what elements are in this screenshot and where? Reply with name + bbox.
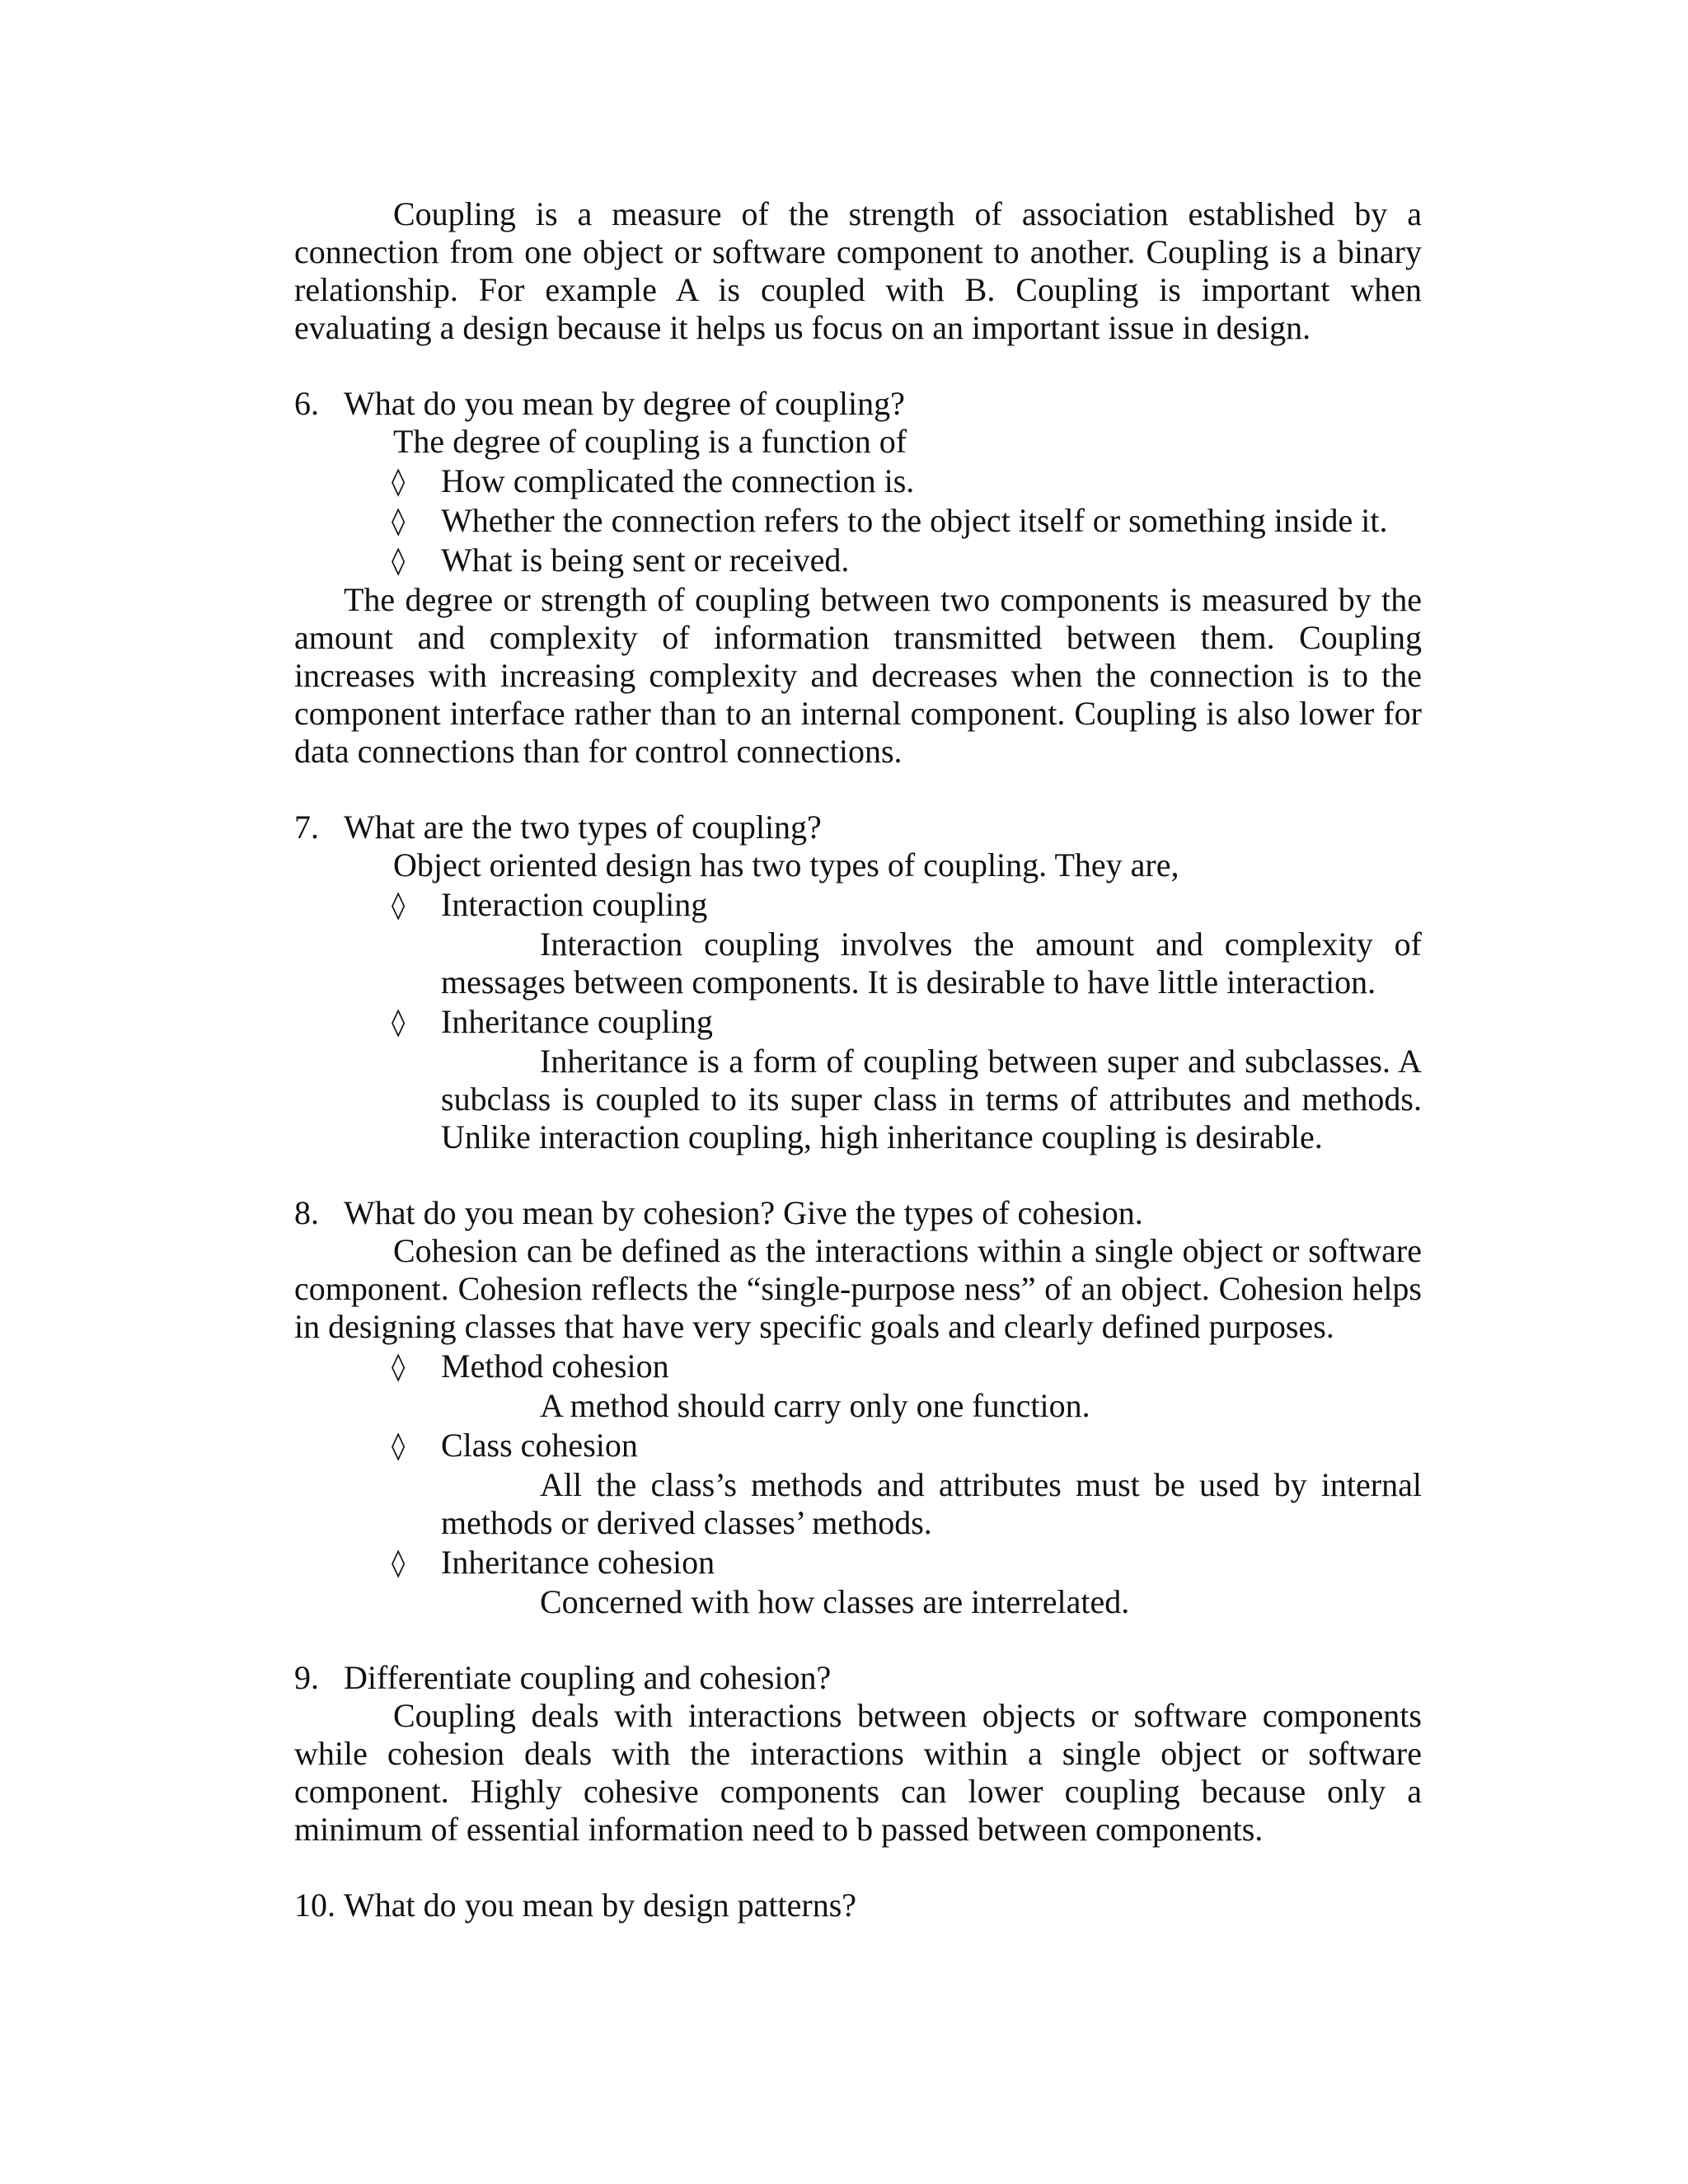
question-10 — [294, 1886, 1422, 1924]
bullet-description: Interaction coupling involves the amount and complexity of messages between components. It is desirable to have little interaction. — [441, 926, 1422, 1001]
diamond-bullet-icon: ◊ — [392, 888, 406, 921]
question-9 — [294, 1659, 1422, 1697]
q7-bullet — [392, 1003, 1422, 1041]
question-text: What do you mean by design patterns? — [344, 1886, 857, 1924]
diamond-bullet-icon: ◊ — [392, 544, 406, 576]
diamond-bullet-icon: ◊ — [392, 504, 406, 537]
document-page — [294, 195, 1422, 1924]
question-number: 10. — [294, 1886, 335, 1924]
q7-lead: Object oriented design has two types of coupling. They are, — [393, 846, 1179, 883]
question-number: 9. — [294, 1659, 319, 1696]
bullet-text: How complicated the connection is. — [441, 462, 915, 499]
bullet-label: Method cohesion — [441, 1347, 669, 1385]
q8-bullet — [392, 1544, 1422, 1582]
question-number: 8. — [294, 1194, 319, 1231]
question-text: What do you mean by cohesion? Give the types of cohesion. — [344, 1194, 1143, 1231]
q9-paragraph: Coupling deals with interactions between objects or software components while cohesion deals with the interactions within a single object or software component. Highly cohesive components can lower coupling because only a minimum of essential information need to b passed between components. — [294, 1697, 1422, 1848]
question-6 — [294, 385, 1422, 423]
bullet-label: Inheritance cohesion — [441, 1544, 715, 1581]
question-number: 6. — [294, 385, 319, 422]
question-number: 7. — [294, 808, 319, 846]
diamond-bullet-icon: ◊ — [392, 465, 406, 497]
bullet-label: Inheritance coupling — [441, 1003, 713, 1040]
question-7 — [294, 808, 1422, 846]
spacer — [294, 771, 1422, 808]
q8-bullet — [392, 1427, 1422, 1465]
bullet-label: Interaction coupling — [441, 886, 708, 923]
q6-paragraph: The degree or strength of coupling between two components is measured by the amount and complexity of information transmitted between them. Coupling increases with increasing complexity and decreases when the connection is to the component interface rather than to an internal component. Coupling is also lower for data connections than for control connections. — [294, 581, 1422, 770]
q8-bullet — [392, 1347, 1422, 1385]
diamond-bullet-icon: ◊ — [392, 1546, 406, 1578]
q6-bullet — [392, 462, 1422, 500]
bullet-description: A method should carry only one function. — [540, 1387, 1090, 1424]
question-8 — [294, 1194, 1422, 1232]
q7-bullet — [392, 886, 1422, 924]
diamond-bullet-icon: ◊ — [392, 1429, 406, 1461]
q6-lead: The degree of coupling is a function of — [393, 423, 907, 460]
spacer — [294, 1156, 1422, 1194]
diamond-bullet-icon: ◊ — [392, 1350, 406, 1382]
spacer — [294, 1849, 1422, 1886]
question-text: What are the two types of coupling? — [344, 808, 822, 846]
q6-bullet — [392, 541, 1422, 579]
question-text: Differentiate coupling and cohesion? — [344, 1659, 832, 1696]
q8-paragraph: Cohesion can be defined as the interactions within a single object or software component. Cohesion reflects the “single-purpose ness” of an object. Cohesion helps in designing classes that have very specific goals and clearly defined purposes. — [294, 1232, 1422, 1345]
intro-paragraph: Coupling is a measure of the strength of association established by a connection from one object or software component to another. Coupling is a binary relationship. For example A is coupled with B. Coupling is important when evaluating a design because it helps us focus on an important issue in design. — [294, 195, 1422, 346]
bullet-description: Concerned with how classes are interrelated. — [540, 1583, 1130, 1620]
bullet-description: Inheritance is a form of coupling between super and subclasses. A subclass is coupled to its super class in terms of attributes and methods. Unlike interaction coupling, high inheritance coupling is desirable. — [441, 1043, 1422, 1155]
spacer — [294, 1621, 1422, 1659]
q6-bullet — [392, 502, 1422, 540]
spacer — [294, 347, 1422, 385]
bullet-label: Class cohesion — [441, 1427, 638, 1464]
diamond-bullet-icon: ◊ — [392, 1005, 406, 1038]
question-text: What do you mean by degree of coupling? — [344, 385, 905, 422]
bullet-text: What is being sent or received. — [441, 541, 850, 579]
bullet-text: Whether the connection refers to the object itself or something inside it. — [441, 502, 1388, 539]
bullet-description: All the class’s methods and attributes must be used by internal methods or derived classes’ methods. — [441, 1466, 1422, 1541]
